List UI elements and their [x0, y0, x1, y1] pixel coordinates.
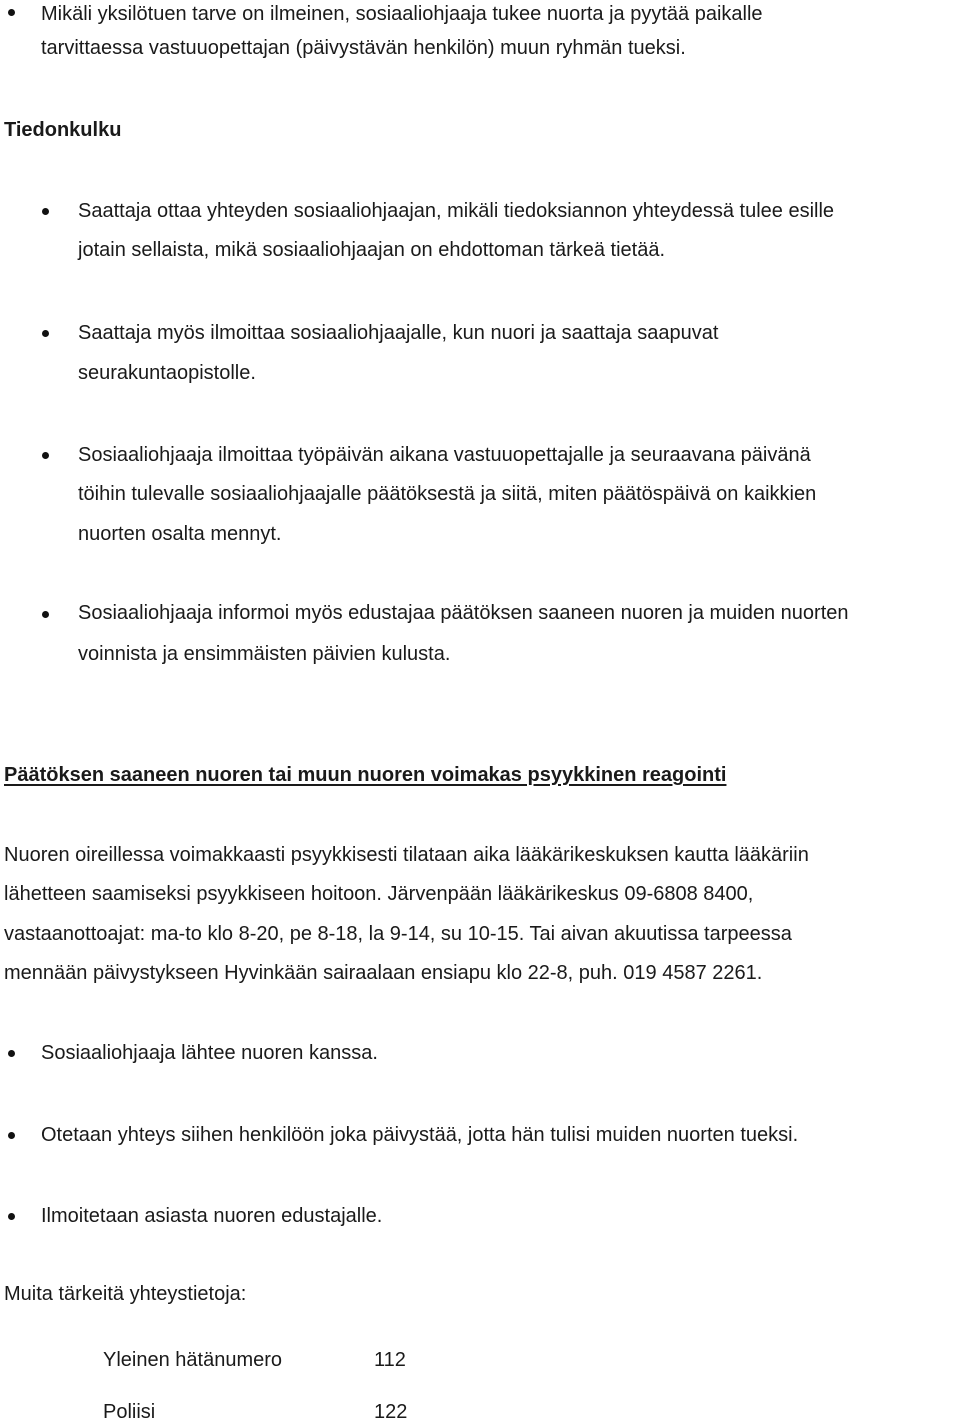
contact-name: Poliisi	[103, 1401, 156, 1423]
reaction-item-2: Otetaan yhteys siihen henkilöön joka päivystää, jotta hän tulisi muiden nuorten tueksi.	[41, 1124, 799, 1146]
reaction-item-3: Ilmoitetaan asiasta nuoren edustajalle.	[41, 1205, 383, 1227]
top-item-line-2: tarvittaessa vastuuopettajan (päivystävän henkilön) muun ryhmän tueksi.	[41, 37, 686, 59]
tiedonkulku-item-2-line-2: seurakuntaopistolle.	[78, 362, 256, 384]
bullet-dot	[42, 611, 49, 618]
contacts-heading: Muita tärkeitä yhteystietoja:	[4, 1283, 247, 1305]
section-heading-tiedonkulku: Tiedonkulku	[4, 119, 122, 141]
reaction-paragraph-line-3: vastaanottoajat: ma-to klo 8-20, pe 8-18, la 9-14, su 10-15. Tai aivan akuutissa tarpeessa	[4, 923, 792, 945]
bullet-dot	[8, 9, 15, 16]
contact-number: 112	[374, 1349, 406, 1371]
tiedonkulku-item-2-line-1: Saattaja myös ilmoittaa sosiaaliohjaajalle, kun nuori ja saattaja saapuvat	[78, 322, 719, 344]
tiedonkulku-item-1-line-1: Saattaja ottaa yhteyden sosiaaliohjaajan, mikäli tiedoksiannon yhteydessä tulee esille	[78, 200, 835, 222]
bullet-dot	[8, 1132, 15, 1139]
tiedonkulku-item-3-line-1: Sosiaaliohjaaja ilmoittaa työpäivän aikana vastuuopettajalle ja seuraavana päivänä	[78, 444, 811, 466]
contact-name: Yleinen hätänumero	[103, 1349, 283, 1371]
bullet-dot	[8, 1050, 15, 1057]
top-item-line-1: Mikäli yksilötuen tarve on ilmeinen, sosiaaliohjaaja tukee nuorta ja pyytää paikalle	[41, 3, 763, 25]
contact-number: 122	[374, 1401, 408, 1423]
bullet-dot	[42, 330, 49, 337]
bullet-dot	[42, 208, 49, 215]
tiedonkulku-item-4-line-1: Sosiaaliohjaaja informoi myös edustajaa päätöksen saaneen nuoren ja muiden nuorten	[78, 602, 849, 624]
reaction-paragraph-line-1: Nuoren oireillessa voimakkaasti psyykkisesti tilataan aika lääkärikeskuksen kautta lääkäriin	[4, 844, 809, 866]
reaction-paragraph-line-4: mennään päivystykseen Hyvinkään sairaalaan ensiapu klo 22-8, puh. 019 4587 2261.	[4, 962, 763, 984]
bullet-dot	[8, 1213, 15, 1220]
reaction-item-1: Sosiaaliohjaaja lähtee nuoren kanssa.	[41, 1042, 378, 1064]
reaction-paragraph-line-2: lähetteen saamiseksi psyykkiseen hoitoon. Järvenpään lääkärikeskus 09-6808 8400,	[4, 883, 754, 905]
bullet-dot	[42, 452, 49, 459]
tiedonkulku-item-3-line-2: töihin tulevalle sosiaaliohjaajalle päätöksestä ja siitä, miten päätöspäivä on kaikkien	[78, 483, 817, 505]
section-heading-reaction: Päätöksen saaneen nuoren tai muun nuoren voimakas psyykkinen reagointi	[4, 764, 727, 786]
tiedonkulku-item-3-line-3: nuorten osalta mennyt.	[78, 523, 282, 545]
tiedonkulku-item-1-line-2: jotain sellaista, mikä sosiaaliohjaajan on ehdottoman tärkeä tietää.	[78, 239, 666, 261]
tiedonkulku-item-4-line-2: voinnista ja ensimmäisten päivien kulusta.	[78, 643, 451, 665]
